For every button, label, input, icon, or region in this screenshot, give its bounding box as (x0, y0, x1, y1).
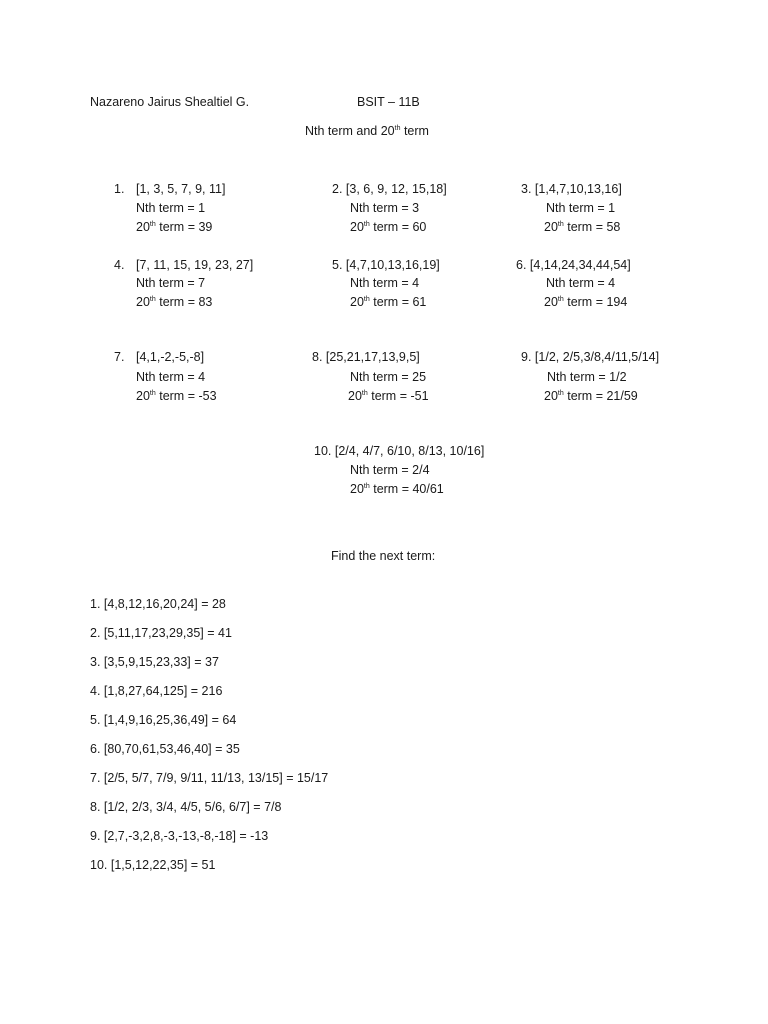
twentieth-term-line (350, 296, 426, 309)
section-label: BSIT – 11B (357, 95, 420, 109)
nth-label: Nth term = (350, 201, 413, 215)
problem-heading (312, 351, 420, 364)
nth-term-line (136, 277, 205, 290)
twentieth-term-line (544, 390, 638, 403)
problem-number: 8. (312, 350, 323, 364)
twentieth-value: 40/61 (412, 482, 444, 496)
problem-heading (332, 183, 447, 196)
twentieth-prefix: 20 (136, 389, 150, 403)
twentieth-sup: th (557, 296, 564, 303)
nth-term-line (350, 202, 419, 215)
twentieth-prefix: 20 (350, 482, 364, 496)
twentieth-suffix: term = (563, 220, 607, 234)
list-item: 5. [1,4,9,16,25,36,49] = 64 (90, 713, 237, 727)
nth-value: 4 (608, 276, 616, 290)
nth-label: Nth term = (136, 370, 199, 384)
twentieth-suffix: term = (563, 389, 607, 403)
nth-label: Nth term = (547, 370, 610, 384)
nth-value: 3 (412, 201, 420, 215)
twentieth-term-line (136, 390, 217, 403)
nth-value: 1 (198, 201, 206, 215)
student-name: Nazareno Jairus Shealtiel G. (90, 95, 250, 109)
problem-number: 7. (114, 350, 125, 364)
title-suffix: term (400, 124, 429, 138)
twentieth-term-line (136, 296, 212, 309)
list-item: 10. [1,5,12,22,35] = 51 (90, 858, 216, 872)
problem-number: 2. (332, 182, 343, 196)
page-title (305, 125, 429, 138)
problem-sequence: [1/2, 2/5,3/8,4/11,5/14] (534, 350, 660, 364)
twentieth-value: -51 (410, 389, 429, 403)
twentieth-sup: th (361, 390, 368, 397)
list-item: 6. [80,70,61,53,46,40] = 35 (90, 742, 240, 756)
twentieth-sup: th (149, 221, 156, 228)
twentieth-value: -53 (198, 389, 217, 403)
twentieth-value: 58 (606, 220, 621, 234)
problem-heading (521, 351, 659, 364)
twentieth-sup: th (149, 390, 156, 397)
twentieth-sup: th (557, 221, 564, 228)
nth-term-line (546, 277, 615, 290)
twentieth-value: 60 (412, 220, 427, 234)
twentieth-value: 39 (198, 220, 213, 234)
problem-number: 5. (332, 258, 343, 272)
twentieth-prefix: 20 (136, 220, 150, 234)
nth-value: 1 (608, 201, 616, 215)
twentieth-sup: th (363, 296, 370, 303)
list-item: 9. [2,7,-3,2,8,-3,-13,-8,-18] = -13 (90, 829, 269, 843)
nth-value: 25 (412, 370, 427, 384)
problem-sequence: [4,1,-2,-5,-8] (136, 350, 205, 364)
twentieth-sup: th (557, 390, 564, 397)
problem-sequence: [1, 3, 5, 7, 9, 11] (136, 182, 226, 196)
nth-label: Nth term = (546, 276, 609, 290)
list-item: 1. [4,8,12,16,20,24] = 28 (90, 597, 226, 611)
twentieth-term-line (544, 296, 627, 309)
twentieth-value: 83 (198, 295, 213, 309)
twentieth-prefix: 20 (544, 295, 558, 309)
problem-sequence: [7, 11, 15, 19, 23, 27] (136, 258, 254, 272)
list-item: 7. [2/5, 5/7, 7/9, 9/11, 11/13, 13/15] = 15/17 (90, 771, 329, 785)
nth-value: 4 (412, 276, 420, 290)
title-sup: th (394, 125, 401, 132)
twentieth-value: 61 (412, 295, 427, 309)
twentieth-prefix: 20 (350, 220, 364, 234)
title-prefix: Nth term and 20 (305, 124, 395, 138)
twentieth-term-line (350, 483, 444, 496)
list-item: 8. [1/2, 2/3, 3/4, 4/5, 5/6, 6/7] = 7/8 (90, 800, 282, 814)
twentieth-suffix: term = (563, 295, 607, 309)
nth-term-line (136, 202, 205, 215)
nth-value: 4 (198, 370, 206, 384)
nth-term-line (350, 277, 419, 290)
problem-sequence: [2/4, 4/7, 6/10, 8/13, 10/16] (334, 444, 485, 458)
twentieth-term-line (136, 221, 212, 234)
twentieth-prefix: 20 (348, 389, 362, 403)
twentieth-suffix: term = (369, 295, 413, 309)
nth-label: Nth term = (350, 463, 413, 477)
twentieth-prefix: 20 (544, 220, 558, 234)
nth-value: 1/2 (609, 370, 627, 384)
problem-sequence: [4,7,10,13,16,19] (345, 258, 440, 272)
twentieth-prefix: 20 (136, 295, 150, 309)
problem-sequence: [3, 6, 9, 12, 15,18] (345, 182, 447, 196)
list-item: 3. [3,5,9,15,23,33] = 37 (90, 655, 219, 669)
twentieth-term-line (350, 221, 426, 234)
list-item: 2. [5,11,17,23,29,35] = 41 (90, 626, 232, 640)
next-term-heading: Find the next term: (331, 549, 436, 563)
list-item: 4. [1,8,27,64,125] = 216 (90, 684, 223, 698)
nth-value: 2/4 (412, 463, 430, 477)
problem-number: 10. (314, 444, 332, 458)
problem-number: 1. (114, 182, 125, 196)
twentieth-term-line (544, 221, 620, 234)
nth-label: Nth term = (350, 276, 413, 290)
problem-heading (314, 445, 484, 458)
twentieth-suffix: term = (367, 389, 411, 403)
problem-heading (516, 259, 631, 272)
nth-term-line (136, 371, 205, 384)
twentieth-sup: th (363, 221, 370, 228)
nth-label: Nth term = (136, 276, 199, 290)
nth-term-line (350, 464, 430, 477)
twentieth-sup: th (363, 483, 370, 490)
twentieth-suffix: term = (155, 389, 199, 403)
twentieth-suffix: term = (369, 220, 413, 234)
nth-label: Nth term = (350, 370, 413, 384)
twentieth-suffix: term = (155, 295, 199, 309)
twentieth-prefix: 20 (350, 295, 364, 309)
twentieth-prefix: 20 (544, 389, 558, 403)
problem-heading (521, 183, 622, 196)
problem-sequence: [4,14,24,34,44,54] (529, 258, 631, 272)
twentieth-term-line (348, 390, 429, 403)
twentieth-suffix: term = (155, 220, 199, 234)
twentieth-value: 194 (606, 295, 628, 309)
twentieth-sup: th (149, 296, 156, 303)
problem-heading (332, 259, 440, 272)
problem-number: 9. (521, 350, 532, 364)
nth-label: Nth term = (136, 201, 199, 215)
problem-number: 3. (521, 182, 532, 196)
nth-term-line (350, 371, 426, 384)
nth-value: 7 (198, 276, 206, 290)
problem-number: 4. (114, 258, 125, 272)
nth-term-line (547, 371, 627, 384)
problem-number: 6. (516, 258, 527, 272)
problem-sequence: [25,21,17,13,9,5] (325, 350, 420, 364)
nth-term-line (546, 202, 615, 215)
twentieth-value: 21/59 (606, 389, 638, 403)
twentieth-suffix: term = (369, 482, 413, 496)
nth-label: Nth term = (546, 201, 609, 215)
problem-sequence: [1,4,7,10,13,16] (534, 182, 622, 196)
